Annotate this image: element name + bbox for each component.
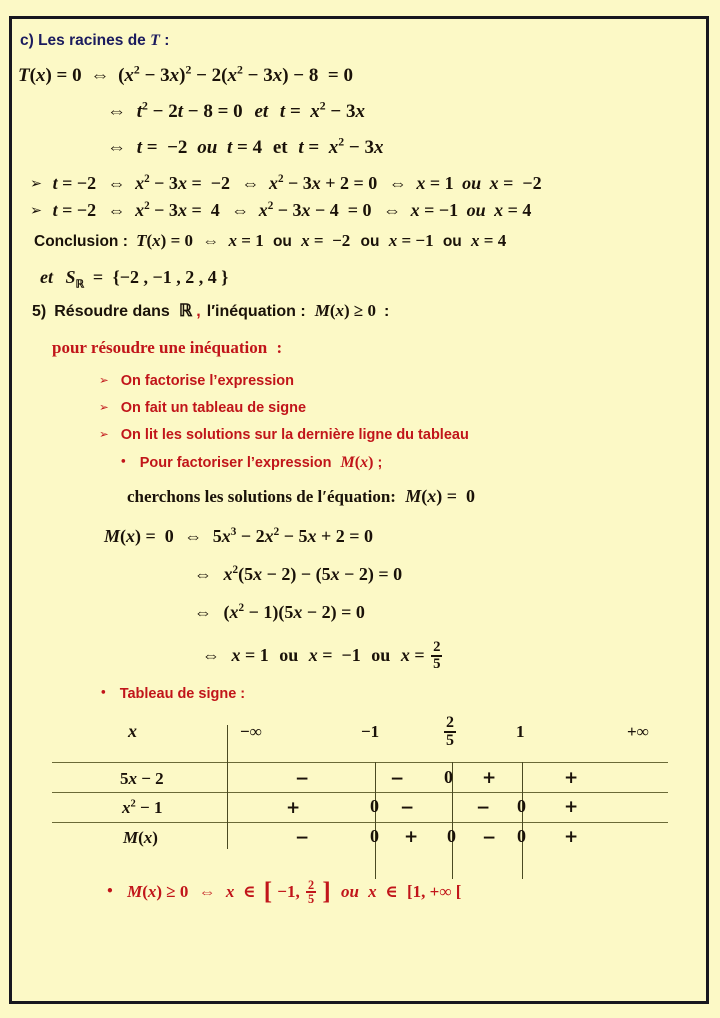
iff-symbol: ⇔ [107,137,126,158]
equation-T-line3 [107,135,384,158]
fraction-two-fifths [431,640,442,672]
bullet-root-2-b: $x^2 - 3x = 4$ [135,200,220,220]
eq-T1-lhs-T: T [18,65,30,86]
table-header-frac-num: 2 [446,714,454,731]
arrow-bullet-icon: ➢ [30,176,43,192]
fact-4-ou-2: ou [371,645,391,666]
bullet-root-2-d: x = −1 [410,200,459,220]
factorization-line-3 [194,603,365,621]
iff-symbol: ⇔ [383,200,402,220]
search-solutions-text: cherchons les solutions de l′équation: [127,487,396,506]
section-5-colon: : [383,303,390,320]
sign-table-caption-label: Tableau de signe : [119,686,246,702]
method-substep-semicolon: ; [377,455,383,471]
conclusion-b: x = 1 [228,231,264,250]
table-header-root-one: 1 [516,722,525,741]
table-cell-r2-zero-2: 0 [517,796,526,816]
table-cell-r2-c4: + [564,797,579,817]
fact-2-expr: $x^2(5x - 2) - (5x - 2) = 0$ [223,564,403,584]
method-title [52,339,282,356]
factorization-line-4 [202,641,444,673]
section-5-number: 5) [32,303,47,320]
table-header-minus-infinity: −∞ [240,722,262,741]
method-step-2-label: On fait un tableau de signe [120,400,307,416]
table-rule-top [52,762,668,763]
eq-T3-b: t = 4 [227,137,263,158]
conclusion-e: x = 4 [471,231,507,250]
interval-1-frac-num: 2 [307,877,315,892]
iff-symbol: ⇔ [194,564,212,584]
iff-symbol: ⇔ [198,882,216,901]
section-5-text-a: Résoudre dans [54,303,170,320]
arrow-bullet-icon: ➢ [30,203,43,219]
table-rule-mid-1 [52,792,668,793]
dot-bullet-icon: • [106,884,114,898]
bullet-root-1-c: $x^2 - 3x + 2 = 0$ [268,173,378,193]
method-step-1-label: On factorise l’expression [120,373,295,389]
eq-T1-rhs: $(x^2 - 3x)^2 - 2(x^2 - 3x) - 8 = 0$ [118,63,353,86]
table-cell-r1-c1: − [295,769,310,789]
table-header-root-minus1: −1 [361,722,380,741]
table-cell-r3-c2: + [404,827,419,847]
fact-1-rhs: $5x^3 - 2x^2 - 5x + 2 = 0$ [212,526,373,546]
dot-bullet-icon: • [120,456,127,468]
iff-symbol: ⇔ [202,231,220,250]
fact-4-a: x = 1 [231,645,269,666]
bullet-root-2-c: $x^2 - 3x - 4 = 0$ [258,200,372,220]
table-cell-r3-zero-2: 0 [447,826,456,846]
interval-2: [1, +∞ [ [407,882,462,901]
method-step-1 [99,374,294,389]
table-cell-r2-c3: − [476,798,491,818]
method-step-2 [99,401,306,416]
iff-symbol: ⇔ [107,173,126,193]
solution-set-symbol: $S_ℝ$ [65,267,85,291]
method-step-3 [99,428,469,443]
search-solutions-expr: M(x) = 0 [405,486,475,506]
bullet-root-1-e: x = −2 [489,173,542,193]
table-header-variable: x [128,721,137,741]
conclusion-label: Conclusion : [34,233,128,250]
table-vline-minus-infinity [227,725,228,849]
table-cell-r3-c4: + [564,827,579,847]
fact-4-c: x = [400,645,425,666]
method-title-text: pour résoudre une inéquation [52,338,268,357]
solution-set-equals: = [92,267,104,287]
conclusion-ou-2: ou [360,233,380,250]
bullet-root-1-ou: ou [462,173,482,193]
interval-1-lower: −1, [277,882,300,901]
iff-symbol: ⇔ [194,602,212,622]
eq-T2-conj: et [254,101,269,122]
bullet-root-1-d: x = 1 [416,173,454,193]
solution-set-et: et [40,267,53,287]
eq-T3-c: $t = x^2 - 3x$ [298,135,384,158]
table-row-label-x2-1: $x^2 - 1$ [122,798,163,817]
iff-symbol: ⇔ [241,173,260,193]
arrow-bullet-icon: ➢ [99,373,109,387]
bullet-root-2 [30,201,531,219]
real-set-symbol: ℝ [178,301,193,320]
bullet-root-1-b: $x^2 - 3x = -2$ [135,173,230,193]
iff-symbol: ⇔ [388,173,407,193]
bullet-root-1 [30,174,542,192]
solution-set-value: {−2 , −1 , 2 , 4 } [112,267,229,287]
final-ou: ou [340,882,359,901]
interval-1-frac-den: 5 [307,892,315,907]
heading-section-c-colon: : [164,32,170,49]
table-vline-root-minus1 [375,762,376,879]
sign-table-caption [100,687,245,702]
conclusion-a: T(x) = 0 [136,231,194,250]
conclusion-ou-1: ou [272,233,292,250]
fact-4-ou-1: ou [279,645,299,666]
eq-T3-ou: ou [197,137,218,158]
conclusion-ou-3: ou [442,233,462,250]
table-header-plus-infinity: +∞ [627,722,649,741]
section-5-text-b: l′inéquation : [206,303,306,320]
bullet-root-2-e: x = 4 [494,200,532,220]
section-5-comma: , [196,303,201,320]
interval-1-fraction [306,879,316,906]
final-belongs-2: x ∈ [368,882,398,901]
table-cell-r1-zero: 0 [444,767,453,787]
factorization-line-2 [194,565,402,583]
bullet-root-2-a: t = −2 [52,200,97,220]
table-rule-mid-2 [52,822,668,823]
conclusion-c: x = −2 [301,231,351,250]
table-cell-r2-c2: − [400,798,415,818]
method-substep-expr: M(x) [340,454,374,471]
eq-T2-b: $t = x^2 - 3x$ [279,99,365,122]
iff-symbol: ⇔ [107,101,126,122]
heading-section-c-prefix: c) Les racines de [20,32,146,49]
factorization-line-1 [104,527,373,545]
table-header-root-two-fifths [444,715,456,749]
equation-T-line2 [107,99,365,122]
method-substep [120,455,382,471]
eq-T2-a: $t^2 - 2t - 8 = 0$ [136,99,243,122]
eq-T3-a: t = −2 [136,137,188,158]
equation-T-line1 [18,63,353,86]
fact-1-lhs: M(x) = 0 [104,526,174,546]
section-5-expression: M(x) ≥ 0 [314,301,376,320]
table-cell-r2-zero-1: 0 [370,796,379,816]
table-cell-r3-c3: − [482,828,497,848]
conclusion-d: x = −1 [388,231,434,250]
document-content [12,19,706,1001]
method-title-colon: : [276,338,283,357]
eq-T1-lhs-rest: (x) = 0 [29,65,82,86]
search-solutions-line [127,487,475,505]
final-conclusion-expr: M(x) ≥ 0 [127,882,189,901]
method-substep-text: Pour factoriser l’expression [139,455,332,471]
fraction-numerator: 2 [433,639,441,656]
heading-section-c-symbol: T [150,32,160,49]
iff-symbol: ⇔ [107,200,126,220]
final-conclusion [106,877,461,907]
bullet-root-2-ou: ou [466,200,486,220]
eq-T3-conj: et [272,137,288,158]
conclusion-line [34,232,506,250]
table-cell-r3-zero-3: 0 [517,826,526,846]
heading-section-5 [32,302,389,320]
dot-bullet-icon: • [100,687,107,699]
final-belongs-1: x ∈ [225,882,256,901]
solution-set-line [40,267,229,291]
table-cell-r1-c2: − [390,769,405,789]
sign-table [12,709,706,869]
table-cell-r1-c3: + [482,768,497,788]
table-cell-r3-c1: − [295,828,310,848]
arrow-bullet-icon: ➢ [99,427,109,441]
iff-symbol: ⇔ [90,65,110,86]
table-row-label-5x-2: 5x − 2 [120,769,164,788]
table-cell-r2-c1: + [286,798,301,818]
table-header-frac-den: 5 [446,732,454,749]
fact-3-expr: $(x^2 - 1)(5x - 2) = 0$ [223,602,365,622]
interval-1-open-bracket: [ [263,878,273,905]
iff-symbol: ⇔ [202,645,220,666]
fact-4-b: x = −1 [308,645,361,666]
heading-section-c [20,33,169,49]
fraction-denominator: 5 [433,656,441,673]
table-row-label-Mx: M(x) [123,828,158,847]
iff-symbol: ⇔ [231,200,250,220]
table-cell-r3-zero-1: 0 [370,826,379,846]
arrow-bullet-icon: ➢ [99,400,109,414]
iff-symbol: ⇔ [184,526,203,546]
method-step-3-label: On lit les solutions sur la dernière ligne du tableau [120,427,469,443]
interval-1-close-bracket: ] [322,878,331,905]
table-vline-root-one [522,762,523,879]
table-cell-r1-c4: + [564,768,579,788]
bullet-root-1-a: t = −2 [52,173,97,193]
